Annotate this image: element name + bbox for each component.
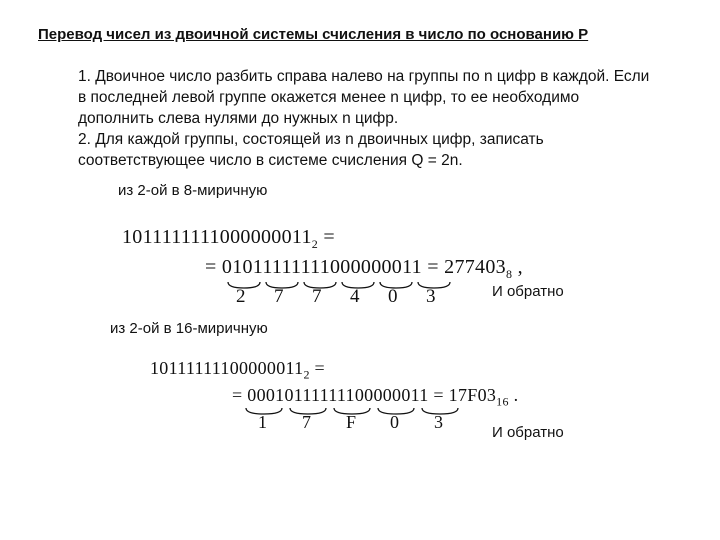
octal-back-label: И обратно [492,283,564,300]
octal-digit: 7 [274,286,284,307]
octal-padded-line [205,256,523,282]
hex-digit: 1 [258,412,267,432]
hex-result-suffix: . [508,385,519,405]
hex-source-digits: 10111111100000011 [150,358,304,378]
octal-padded-prefix: = [205,256,217,278]
hex-source-suffix: = [309,358,326,378]
page-title: Перевод чисел из двоичной системы счисления в число по основанию Р [38,26,589,43]
octal-digit: 7 [312,286,322,307]
octal-source-base: 2 [311,237,319,251]
hex-caption: из 2-ой в 16-миричную [110,320,268,337]
octal-source-suffix: = [318,226,335,248]
hex-source-base: 2 [303,367,310,382]
rules-text [78,66,658,171]
octal-digit: 0 [388,286,398,307]
hex-source-number [150,358,325,383]
octal-result-base: 8 [505,267,513,281]
hex-result-prefix: = 17F03 [433,385,497,405]
octal-caption: из 2-ой в 8-миричную [118,182,268,199]
rule-1: 1. Двоичное число разбить справа налево на группы по n цифр в каждой. Если в последней левой группе окажется менее n цифр, то ее необходимо дополнить слева нулями до нужных n цифр. [78,68,650,127]
octal-digit: 3 [426,286,436,307]
hex-digit: 3 [434,412,443,432]
octal-source-number [122,226,335,252]
hex-digit: F [346,412,357,432]
hex-padded-prefix: = [232,385,243,405]
octal-source-digits: 1011111111000000011 [122,226,312,248]
octal-result-prefix: = 277403 [427,256,506,278]
octal-result-suffix: , [512,256,523,278]
octal-digit: 2 [236,286,246,307]
octal-padded-number: 01011111111000000011 [221,256,422,278]
hex-back-label: И обратно [492,424,564,441]
hex-result-base: 16 [496,394,509,409]
octal-digit: 4 [350,286,360,307]
hex-digit: 0 [390,412,399,432]
rule-2: 2. Для каждой группы, состоящей из n двоичных цифр, записать соответствующее число в системе счисления Q = 2n. [78,131,544,169]
hex-digit: 7 [302,412,311,432]
hex-padded-number: 00010111111100000011 [247,385,429,405]
